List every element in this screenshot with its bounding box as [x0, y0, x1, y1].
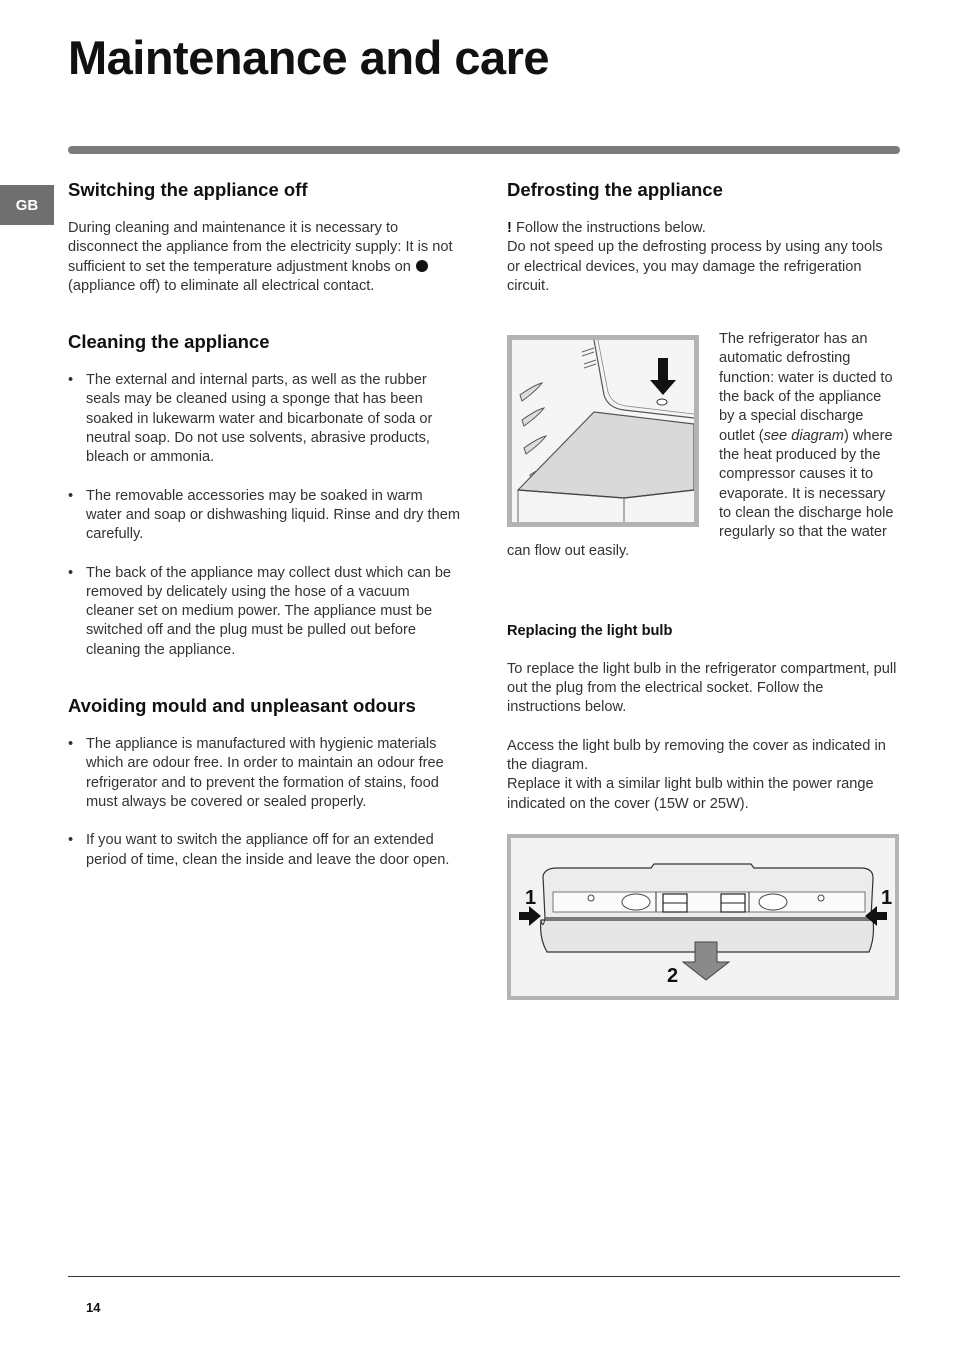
cleaning-heading: Cleaning the appliance [68, 331, 270, 353]
list-item: • The appliance is manufactured with hygienic materials which are odour free. In order to maintain an odour free refrigerator and to prevent the formation of stains, food must always be covered or sealed properly. [68, 735, 460, 812]
light-bulb-para-2a: Access the light bulb by removing the cover as indicated in the diagram. [507, 737, 886, 773]
light-bulb-para-1: To replace the light bulb in the refrigerator compartment, pull out the plug from the electrical socket. Follow the instructions below. [507, 660, 897, 716]
cleaning-list [68, 371, 460, 660]
right-column [507, 178, 899, 1000]
defrosting-note-2: Do not speed up the defrosting process by using any tools or electrical devices, you may damage the refrigeration circuit. [507, 239, 883, 294]
list-item: • If you want to switch the appliance off for an extended period of time, clean the inside and leave the door open. [68, 831, 460, 870]
light-cover-diagram [507, 834, 899, 1000]
switching-text [68, 219, 460, 296]
list-item: • The removable accessories may be soaked in warm water and soap or dishwashing liquid. Rinse and dry them carefully. [68, 487, 460, 545]
switching-text-part2: (appliance off) to eliminate all electrical contact. [68, 277, 375, 294]
language-tab: GB [0, 185, 54, 225]
defrost-block [507, 330, 899, 562]
warning-mark: ! [507, 220, 512, 236]
switching-heading: Switching the appliance off [68, 179, 308, 200]
defrost-outlet-diagram [507, 335, 699, 527]
footer-rule [68, 1276, 900, 1277]
page-title: Maintenance and care [68, 31, 550, 84]
light-bulb-heading: Replacing the light bulb [507, 622, 673, 639]
diagram-label-2: 2 [667, 964, 679, 987]
mould-heading: Avoiding mould and unpleasant odours [68, 695, 416, 717]
list-item: • The back of the appliance may collect dust which can be removed by delicately using the hose of a vacuum cleaner set on medium power. The appliance must be switched off and the plug must be pulled out before cleaning the appliance. [68, 564, 460, 660]
switching-text-part1: During cleaning and maintenance it is necessary to disconnect the appliance from the electricity supply: It is not sufficient to set the temperature adjustment knobs on [68, 220, 453, 275]
light-bulb-para-2 [507, 737, 899, 814]
defrosting-note [507, 219, 899, 296]
left-column [68, 178, 460, 889]
defrosting-body-part1: The refrigerator has an automatic defrosting function: water is ducted to the back of the appliance by a special discharge outlet ( [719, 331, 893, 444]
knob-off-icon [416, 260, 428, 272]
page-number: 14 [86, 1300, 101, 1315]
diagram-label-1-right: 1 [881, 886, 893, 909]
mould-list [68, 735, 460, 870]
defrosting-body-part2: ) where the heat produced by the compressor causes it to evaporate. It is necessary to clean the discharge hole regularly so that the water can flow out easily. [507, 427, 894, 560]
title-rule [68, 146, 900, 154]
defrosting-note-1: Follow the instructions below. [515, 220, 706, 236]
defrosting-heading: Defrosting the appliance [507, 179, 723, 200]
light-bulb-para-2b: Replace it with a similar light bulb within the power range indicated on the cover (15W or 25W). [507, 776, 874, 812]
diagram-label-1-left: 1 [525, 886, 537, 909]
list-item: • The external and internal parts, as well as the rubber seals may be cleaned using a sponge that has been soaked in lukewarm water and bicarbonate of soda or neutral soap. Do not use solvents, abrasive products, bleach or ammonia. [68, 371, 460, 467]
defrosting-body-em: see diagram [763, 427, 844, 444]
